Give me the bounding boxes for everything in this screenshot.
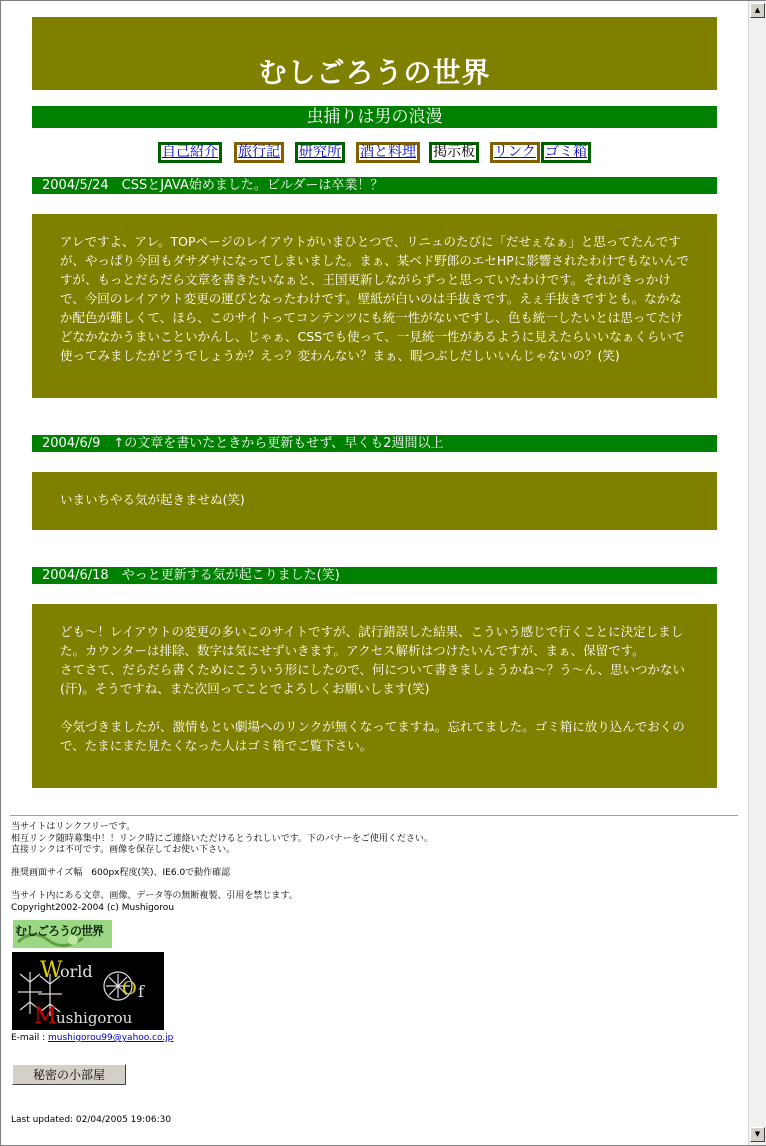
email-label: E-mail : [11, 1033, 48, 1043]
secret-room-button[interactable]: 秘密の小部屋 [12, 1064, 126, 1085]
entry-body [32, 472, 717, 530]
site-banner-large[interactable] [12, 952, 164, 1030]
nav-link-travel[interactable]: 旅行記 [234, 142, 284, 163]
nav-link-bbs[interactable]: 掲示板 [429, 142, 479, 163]
entry-paragraph [60, 698, 693, 717]
banner-letter-o: O [122, 978, 137, 999]
banner-letter-m: M [34, 1004, 57, 1029]
last-updated: Last updated: 02/04/2005 19:06:30 [11, 1115, 172, 1125]
banner-word-ushigorou: ushigorou [56, 1009, 133, 1027]
entry-paragraph: ども～！レイアウトの変更の多いこのサイトですが、試行錯誤した結果、こういう感じで行くことに決定しました。カウンターは排除、数字は気にせずいきます。アクセス解析はつけたいんですが、まぁ、保留です。 [60, 624, 684, 658]
footer-line-direct-link: 直接リンクは不可です。画像を保存してお使い下さい。 [11, 845, 236, 855]
entry-paragraph: アレですよ、アレ。TOPページのレイアウトがいまひとつで、リニュのたびに「だせぇなぁ」と思ってたんですが、やっぱり今回もダサダサになってしまいました。まぁ、某ベド野郎のエセHPに影響されたわけでもないんですが、もっとだらだら文章を書きたいなぁと、王国更新しながらずっと思っていたわけです。それがきっかけで、今回のレイアウト変更の運びとなったわけです。壁紙が白いのは手抜きです。えぇ手抜きですとも。なかなか配色が難しくて、ほら、このサイトってコンテンツにも統一性がないですし、色も統一したいとは思ってたけどなかなかうまいこといかんし、じゃぁ、CSSでも使って、一見統一性があるように見えたらいいなぁくらいで使ってみましたがどうでしょうか？えっ？変わんない？まぁ、暇つぶしだしいいんじゃないの？(笑) [60, 234, 689, 363]
nav-link-profile[interactable]: 自己紹介 [158, 142, 222, 163]
email-line [11, 1033, 173, 1045]
footer-line-mutual-link: 相互リンク随時募集中！！リンク時にご連絡いただけるとうれしいです。下のバナーをご使用ください。 [11, 833, 433, 844]
banner-letter-f: f [138, 982, 144, 1001]
entry-date-title: 2004/6/9 ↑の文章を書いたときから更新もせず、早くも2週間以上 [32, 435, 717, 452]
vertical-scrollbar[interactable] [748, 1, 766, 1145]
banner-title: むしごろうの世界 [15, 924, 104, 938]
nav-link-sake-cooking[interactable]: 酒と料理 [356, 142, 420, 163]
nav-link-links[interactable]: リンク [490, 142, 540, 163]
site-subtitle: 虫捕りは男の浪漫 [32, 106, 717, 128]
entry-paragraph: さてさて、だらだら書くためにこういう形にしたので、何について書きましょうかね～？う～ん、思いつかない(汗)。そうですね、また次回ってことでよろしくお願いします(笑) [60, 662, 686, 696]
site-title: むしごろうの世界 [258, 56, 491, 89]
footer-notice [11, 822, 433, 914]
scroll-down-arrow-icon[interactable]: ▼ [750, 1127, 765, 1142]
entry-body [32, 604, 717, 788]
site-banner-small[interactable] [13, 920, 112, 948]
footer-line-recommended: 推奨画面サイズ幅 600px程度(笑)、IE6.0で動作確認 [11, 868, 231, 878]
nav-link-lab[interactable]: 研究所 [295, 142, 345, 163]
entry-date-title: 2004/5/24 CSSとJAVA始めました。ビルダーは卒業！？ [32, 177, 717, 194]
banner-word-orld: orld [60, 962, 93, 981]
scroll-up-arrow-icon[interactable]: ▲ [750, 3, 765, 18]
email-link[interactable]: mushigorou99@yahoo.co.jp [47, 1033, 174, 1043]
nav-link-trash[interactable]: ゴミ箱 [541, 142, 591, 163]
footer-line-copyright-notice: 当サイト内にある文章、画像、データ等の無断複製、引用を禁じます。 [11, 891, 298, 901]
entry-paragraph: 今気づきましたが、激情もとい劇場へのリンクが無くなってますね。忘れてました。ゴミ箱に放り込んでおくので、たまにまた見たくなった人はゴミ箱でご覧下さい。 [60, 719, 685, 753]
entry-body [32, 214, 717, 398]
copyright: Copyright2002-2004 (c) Mushigorou [11, 902, 175, 913]
banner-letter-w: W [40, 958, 63, 983]
site-header [32, 17, 717, 90]
entry-paragraph: いまいちやる気が起きませぬ(笑) [60, 492, 245, 507]
footer-line-link-free: 当サイトはリンクフリーです。 [11, 822, 136, 832]
footer-divider [10, 815, 738, 817]
entry-date-title: 2004/6/18 やっと更新する気が起こりました(笑) [32, 567, 717, 584]
